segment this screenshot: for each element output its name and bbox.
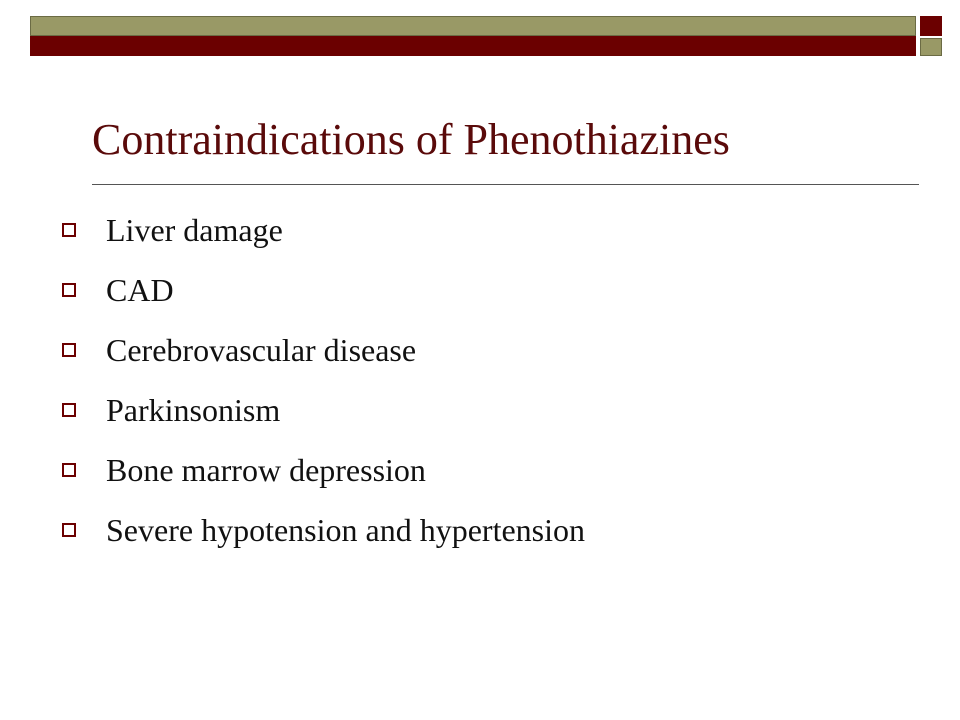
bullet-item-liver-damage bbox=[62, 200, 585, 260]
bullet-text: Parkinsonism bbox=[106, 391, 281, 428]
hollow-square-bullet-icon bbox=[62, 463, 76, 477]
hollow-square-bullet-icon bbox=[62, 523, 76, 537]
bullet-text: Cerebrovascular disease bbox=[106, 331, 417, 368]
bullet-item-cad bbox=[62, 260, 585, 320]
header-band-maroon bbox=[30, 36, 916, 56]
bullet-list bbox=[62, 200, 585, 560]
bullet-text: CAD bbox=[106, 271, 174, 308]
title-divider bbox=[92, 184, 919, 185]
bullet-text: Bone marrow depression bbox=[106, 451, 426, 488]
hollow-square-bullet-icon bbox=[62, 403, 76, 417]
bullet-text: Liver damage bbox=[106, 211, 283, 248]
bullet-item-bone-marrow-depression bbox=[62, 440, 585, 500]
header-band-olive bbox=[30, 16, 916, 36]
bullet-text: Severe hypotension and hypertension bbox=[106, 511, 585, 548]
hollow-square-bullet-icon bbox=[62, 223, 76, 237]
bullet-item-parkinsonism bbox=[62, 380, 585, 440]
slide-title: Contraindications of Phenothiazines bbox=[92, 115, 730, 164]
corner-block-maroon bbox=[920, 16, 942, 36]
bullet-item-cerebrovascular-disease bbox=[62, 320, 585, 380]
hollow-square-bullet-icon bbox=[62, 343, 76, 357]
bullet-item-severe-hypotension-and-hypertension bbox=[62, 500, 585, 560]
corner-block-olive bbox=[920, 38, 942, 56]
hollow-square-bullet-icon bbox=[62, 283, 76, 297]
